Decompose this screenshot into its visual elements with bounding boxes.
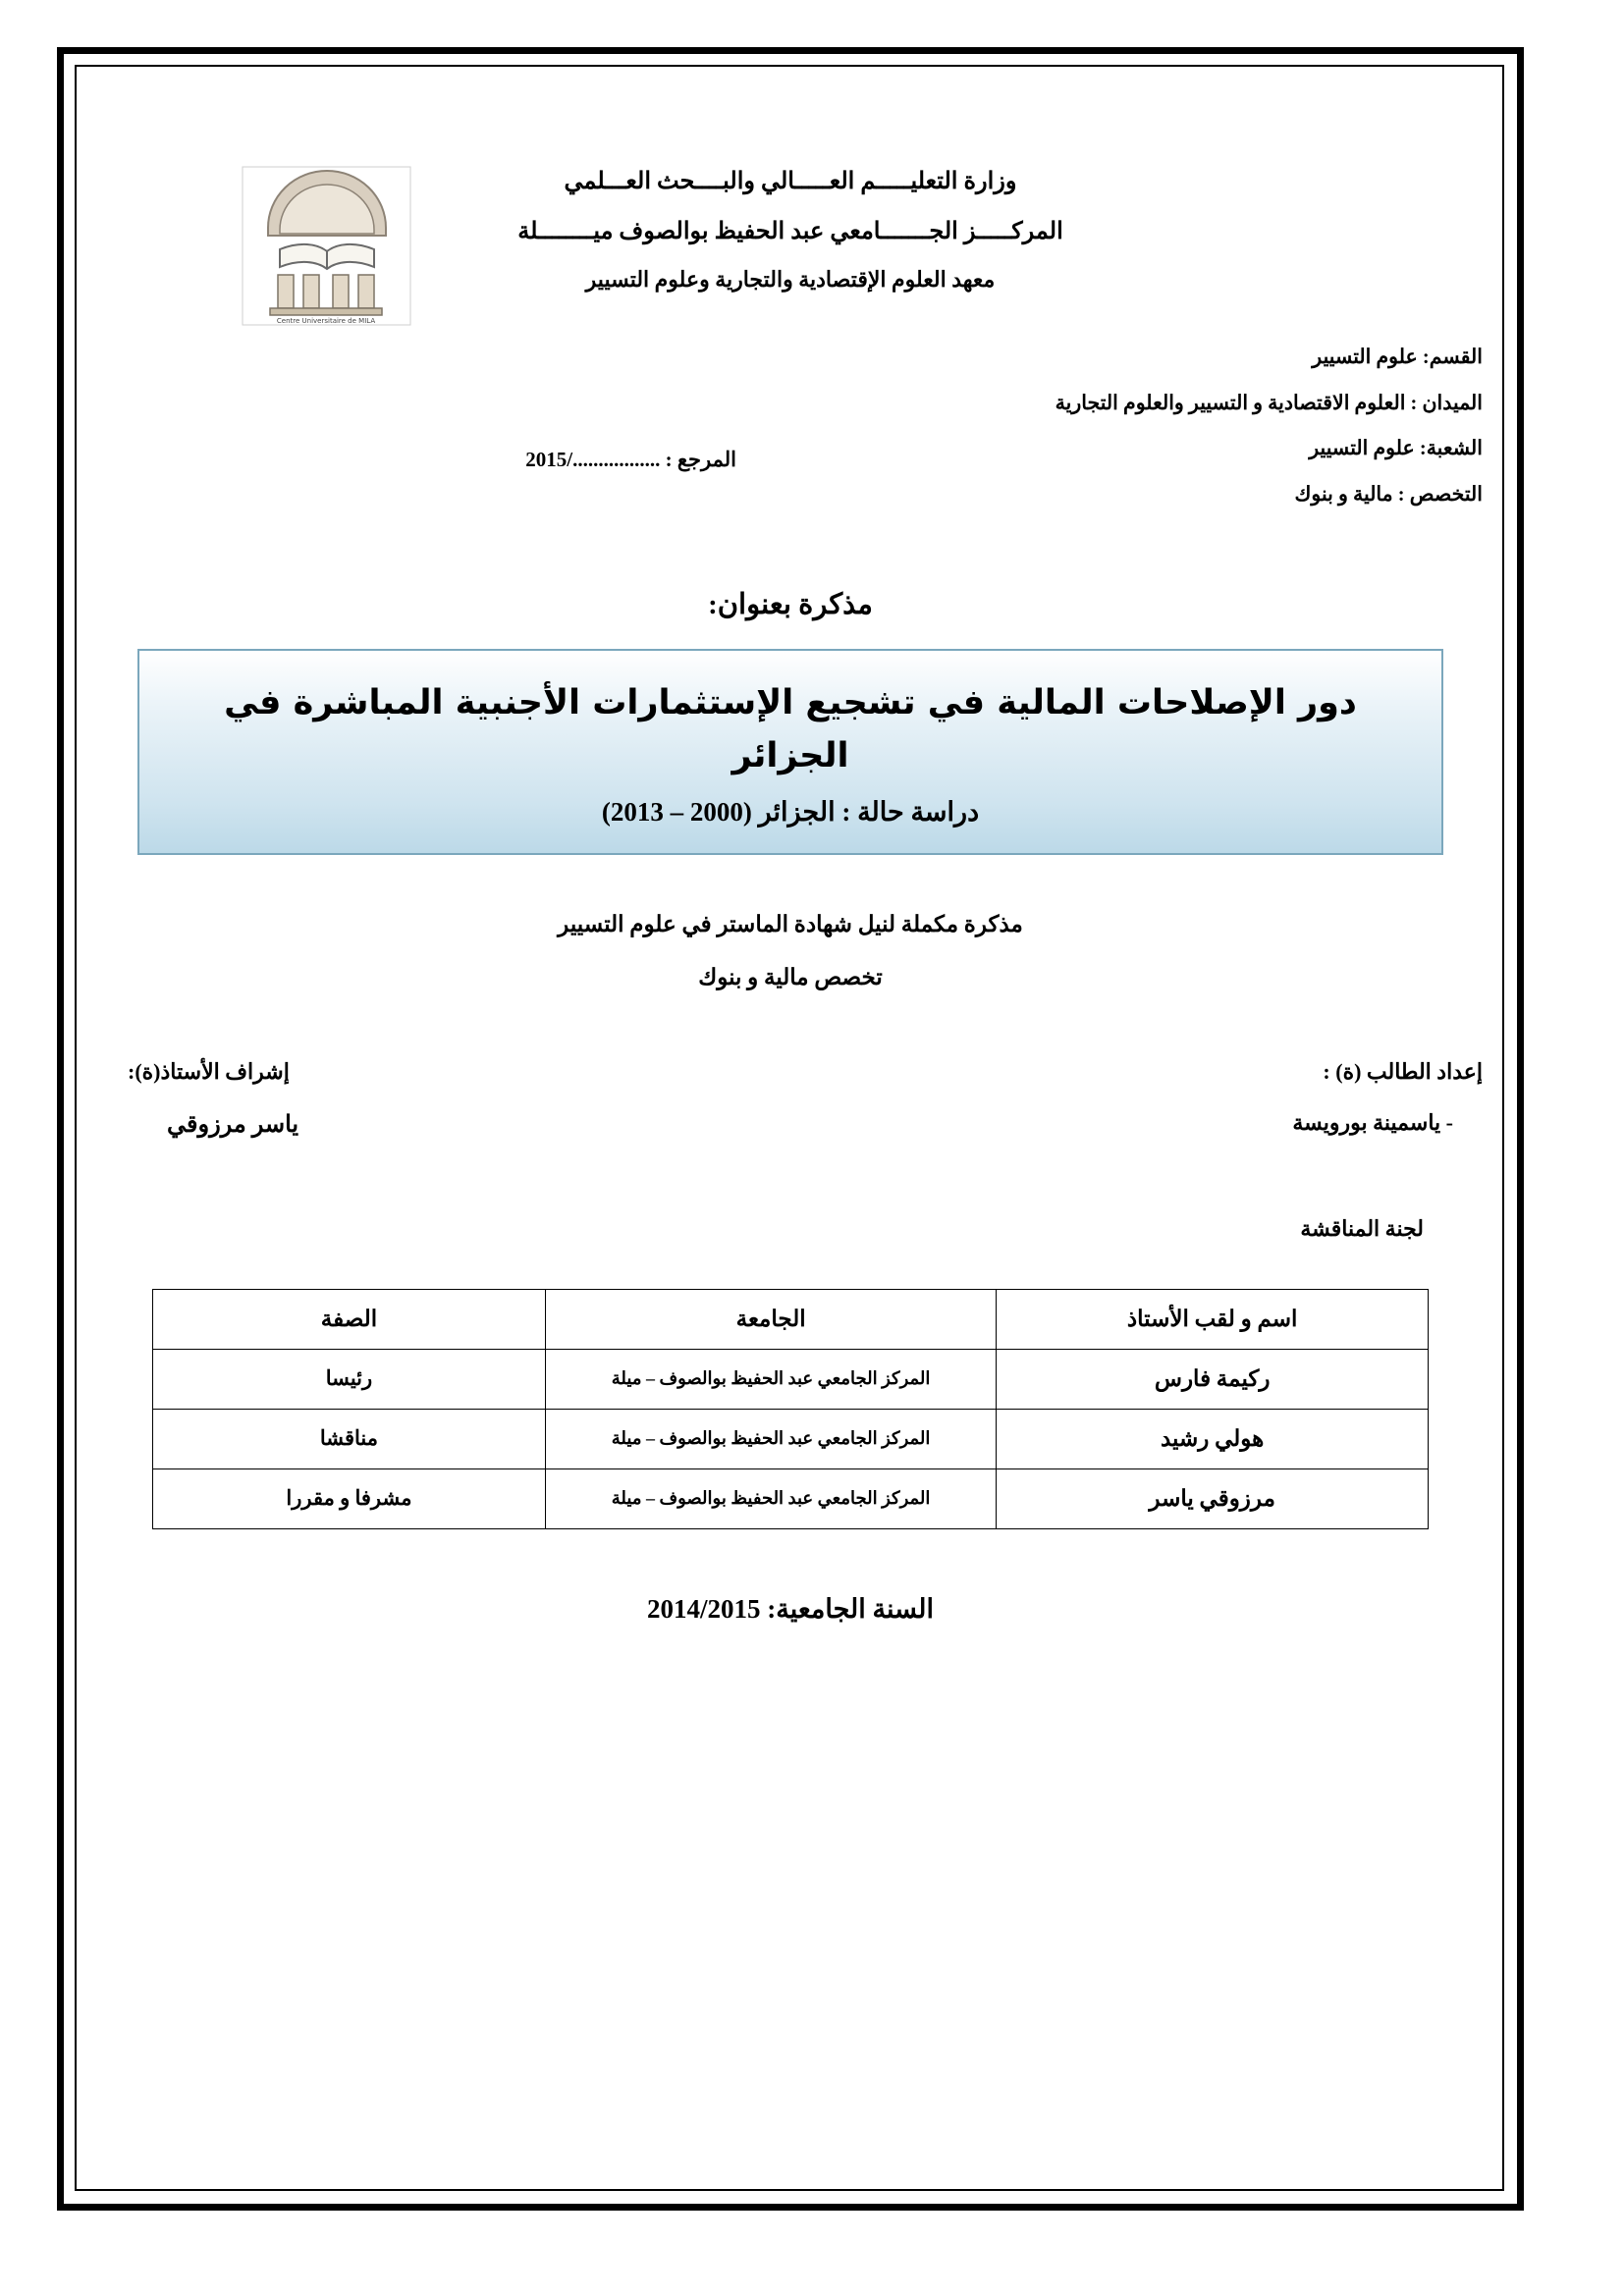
reference-label: المرجع : ................./2015 — [525, 448, 736, 471]
speciality-label: التخصص : مالية و بنوك — [1294, 483, 1483, 506]
student-name: - ياسمينة بورويسة — [1292, 1109, 1453, 1135]
academic-year: السنة الجامعية: 2014/2015 — [647, 1593, 934, 1624]
ministry-line: وزارة التعليـــــم العـــــالي والبــــحث العـــلمي — [564, 169, 1017, 194]
table-row — [153, 1468, 1429, 1528]
column-header-name: اسم و لقب الأستاذ — [997, 1289, 1429, 1349]
thesis-title: دور الإصلاحات المالية في تشجيع الإستثمارات الأجنبية المباشرة في الجزائر — [224, 683, 1357, 776]
degree-line-1: مذكرة مكملة لنيل شهادة الماستر في علوم التسيير — [558, 911, 1023, 936]
domain-label: الميدان : العلوم الاقتصادية و التسيير والعلوم التجارية — [1055, 392, 1483, 414]
thesis-label: مذكرة بعنوان: — [708, 589, 873, 620]
jury-university: المركز الجامعي عبد الحفيظ بوالصوف – ميلة — [545, 1468, 996, 1528]
supervisor-name: ياسر مرزوقي — [167, 1111, 299, 1138]
institute-line: معهد العلوم الإقتصادية والتجارية وعلوم التسيير — [585, 267, 996, 292]
page-content — [98, 88, 1483, 2169]
column-header-role: الصفة — [153, 1289, 546, 1349]
jury-role: مشرفا و مقررا — [153, 1468, 546, 1528]
student-label: إعداد الطالب (ة) : — [1323, 1058, 1483, 1084]
table-row — [153, 1409, 1429, 1468]
branch-label: الشعبة: علوم التسيير — [1309, 438, 1483, 460]
degree-line-2: تخصص مالية و بنوك — [698, 964, 883, 989]
department-label: القسم: علوم التسيير — [1312, 347, 1483, 368]
university-logo-icon — [241, 165, 412, 327]
jury-table — [152, 1289, 1429, 1529]
jury-role: رئيسا — [153, 1349, 546, 1409]
document-header — [98, 88, 1483, 325]
thesis-title-box — [137, 649, 1443, 855]
jury-university: المركز الجامعي عبد الحفيظ بوالصوف – ميلة — [545, 1409, 996, 1468]
university-line: المركـــــز الجـــــــامعي عبد الحفيظ بوالصوف ميــــــــلة — [517, 219, 1063, 244]
jury-name: هولي رشيد — [997, 1409, 1429, 1468]
column-header-university: الجامعة — [545, 1289, 996, 1349]
supervisor-block — [128, 1059, 540, 1139]
supervisor-label: إشراف الأستاذ(ة): — [128, 1058, 290, 1084]
jury-label: لجنة المناقشة — [1300, 1215, 1424, 1241]
authors-block — [98, 1059, 1483, 1206]
table-row — [153, 1349, 1429, 1409]
logo-caption-text: Centre Universitaire de MILA — [276, 317, 376, 325]
degree-block — [98, 912, 1483, 990]
thesis-subtitle: دراسة حالة : الجزائر (2000 – 2013) — [601, 796, 980, 827]
metadata-block — [98, 346, 1483, 532]
student-block — [972, 1059, 1483, 1136]
table-header-row — [153, 1289, 1429, 1349]
jury-university: المركز الجامعي عبد الحفيظ بوالصوف – ميلة — [545, 1349, 996, 1409]
jury-role: مناقشا — [153, 1409, 546, 1468]
jury-name: مرزوقي ياسر — [997, 1468, 1429, 1528]
jury-name: ركيمة فارس — [997, 1349, 1429, 1409]
